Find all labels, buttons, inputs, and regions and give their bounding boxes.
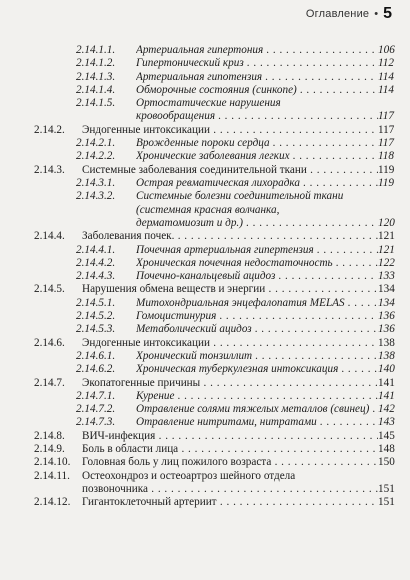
toc-entry — [0, 377, 410, 390]
toc-entry-title: Экопатогенные причины . . . — [82, 377, 378, 390]
page-number: 5 — [383, 5, 392, 22]
toc-entry-number: 2.14.1.3. — [76, 70, 116, 83]
toc-entry-title: Метаболический ацидоз . . . — [136, 323, 378, 336]
toc-entry — [0, 270, 410, 283]
toc-entry-title: Гипертонический криз . . . — [136, 57, 378, 70]
toc-entry-title: Системные болезни соединительной ткани — [136, 190, 344, 203]
toc-entry — [0, 323, 410, 336]
toc-entry-page: 114 — [378, 70, 394, 83]
toc-entry-number: 2.14.4.2. — [76, 256, 116, 269]
toc-entry-title: Боль в области лица . . . — [82, 443, 378, 456]
toc-entry-page: 136 — [378, 310, 395, 322]
toc-entry — [0, 350, 410, 363]
toc-entry-title: Обморочные состояния (синкопе) . . . — [136, 84, 378, 97]
toc-entry — [0, 390, 410, 403]
toc-entry-title: Остеохондроз и остеоартроз шейного отдела — [82, 469, 296, 482]
toc-entry — [0, 230, 410, 243]
toc-entry-number: 2.14.12. — [34, 496, 71, 509]
toc-entry-title: (системная красная волчанка, — [136, 203, 280, 216]
toc-entry — [0, 403, 410, 416]
toc-entry-number: 2.14.4. — [34, 230, 65, 243]
toc-entry-title: Курение . . . — [136, 390, 378, 403]
toc-entry-title: Отравление солями тяжелых металлов (свинец) . . . — [136, 403, 378, 416]
toc-entry-page: 121 — [378, 243, 395, 256]
toc-entry-title: Хроническая почечная недостаточность . . . — [136, 257, 378, 270]
toc-entry-title: Эндогенные интоксикации . . . — [82, 124, 378, 137]
toc-entry — [0, 44, 410, 57]
toc-entry-page: 134 — [378, 283, 395, 296]
toc-entry-number: 2.14.7.3. — [76, 416, 116, 429]
toc-entry-title: кровообращения . . . — [136, 110, 378, 123]
toc-entry-title: Хронические заболевания легких . . . — [136, 150, 378, 163]
header-separator: • — [374, 8, 379, 20]
toc-entry-page: 151 — [378, 496, 395, 509]
toc-entry-page: 117 — [378, 123, 395, 136]
toc-entry-page: 138 — [378, 336, 395, 349]
running-header — [306, 4, 392, 24]
toc-entry — [0, 137, 410, 150]
toc-entry-number: 2.14.7.2. — [76, 403, 116, 416]
toc-entry-number: 2.14.6.1. — [76, 349, 116, 362]
toc-entry-title: дерматомиозит и др.) . . . — [136, 217, 378, 230]
toc-entry-page: 140 — [378, 363, 395, 376]
toc-entry — [0, 297, 410, 310]
toc-entry-page: 142 — [378, 403, 395, 416]
toc-entry-title: Системные заболевания соединительной ткани . . . — [82, 164, 378, 177]
toc-entry-number: 2.14.4.3. — [76, 270, 116, 283]
toc-entry — [0, 257, 410, 270]
toc-entry-page: 121 — [378, 230, 395, 243]
toc-entry-page: 136 — [378, 323, 395, 336]
toc-entry-number: 2.14.2.2. — [76, 150, 116, 163]
running-title: Оглавление — [305, 8, 370, 20]
toc-entry-title: Врожденные пороки сердца . . . — [136, 137, 378, 150]
toc-entry-page: 119 — [378, 177, 394, 189]
toc-entry-number: 2.14.7. — [34, 376, 65, 389]
toc-entry-page: 114 — [378, 83, 394, 96]
toc-entry — [0, 283, 410, 296]
toc-entry-number: 2.14.3. — [34, 163, 65, 176]
toc-entry-number: 2.14.8. — [34, 429, 65, 442]
toc-entry-number: 2.14.3.2. — [76, 190, 116, 203]
toc-entry — [0, 363, 410, 376]
toc-entry-title: Заболевания почек. . . . — [82, 230, 378, 243]
toc-entry-title: позвоночника . . . — [82, 483, 378, 496]
toc-entry-number: 2.14.2. — [34, 123, 65, 136]
toc-entry-number: 2.14.1.2. — [76, 57, 116, 70]
toc-entry-title: Хронический тонзиллит . . . — [136, 350, 378, 363]
toc-entry-title: Хроническая туберкулезная интоксикация . . . — [136, 363, 378, 376]
toc-entry-number: 2.14.6.2. — [76, 363, 116, 376]
toc-entry — [0, 337, 410, 350]
toc-entry-title: Митохондриальная энцефалопатия MELAS . . . — [136, 297, 378, 310]
toc-entry-page: 150 — [378, 456, 395, 469]
toc-entry — [0, 310, 410, 323]
toc-entry-title: Головная боль у лиц пожилого возраста . . . — [82, 456, 378, 469]
toc-entry-page: 120 — [378, 216, 395, 229]
toc-entry-number: 2.14.3.1. — [76, 177, 116, 189]
toc-entry-page: 141 — [378, 376, 395, 389]
toc-entry — [0, 150, 410, 163]
toc-entry-title: Отравление нитритами, нитратами . . . — [136, 416, 378, 429]
toc-entry — [0, 57, 410, 70]
toc-entry-number: 2.14.5.3. — [76, 323, 116, 336]
toc-entry-number: 2.14.4.1. — [76, 243, 116, 256]
toc-entry-title: Артериальная гипотензия . . . — [136, 71, 378, 84]
toc-entry — [0, 443, 410, 456]
toc-entry — [0, 177, 410, 190]
toc-entry-page: 122 — [378, 256, 395, 269]
toc-entry-number: 2.14.10. — [34, 456, 71, 469]
toc-entry — [0, 456, 410, 469]
toc-entry-page: 118 — [378, 150, 394, 163]
toc-entry — [0, 97, 410, 124]
toc-entry-page: 119 — [378, 163, 395, 176]
toc-entry-number: 2.14.5.2. — [76, 310, 116, 322]
toc-entry-number: 2.14.7.1. — [76, 389, 116, 402]
toc-entry-number: 2.14.9. — [34, 443, 65, 455]
toc-entry-title: Острая ревматическая лихорадка . . . — [136, 177, 378, 190]
toc-entry-page: 141 — [378, 389, 395, 402]
toc-entry-page: 117 — [378, 110, 394, 123]
toc-entry-title: Артериальная гипертония . . . — [136, 44, 378, 57]
toc-entry — [0, 430, 410, 443]
toc-entry-number: 2.14.11. — [34, 469, 70, 482]
toc-entry-number: 2.14.1.1. — [76, 44, 116, 56]
toc-entry-title: Нарушения обмена веществ и энергии . . . — [82, 283, 378, 296]
toc-entry-title: Ортостатические нарушения — [136, 97, 281, 110]
toc-entry-title: Почечно-канальцевый ацидоз . . . — [136, 270, 378, 283]
toc-entry-page: 151 — [378, 482, 395, 495]
toc-entry — [0, 190, 410, 230]
toc-entry-title: Эндогенные интоксикации . . . — [82, 337, 378, 350]
toc-entry-number: 2.14.2.1. — [76, 137, 116, 150]
toc-entry-number: 2.14.1.5. — [76, 97, 116, 110]
toc-entry — [0, 244, 410, 257]
toc-entry-page: 134 — [378, 296, 395, 309]
toc-entry-title: Почечная артериальная гипертензия . . . — [136, 244, 378, 257]
toc-entry-page: 138 — [378, 349, 395, 362]
toc-entry-number: 2.14.5.1. — [76, 296, 116, 309]
toc-entry-number: 2.14.6. — [34, 336, 65, 349]
toc-entry-page: 148 — [378, 443, 395, 455]
toc-entry — [0, 124, 410, 137]
toc-entry — [0, 164, 410, 177]
toc-entry-number: 2.14.1.4. — [76, 83, 116, 96]
toc-entry-title: Гигантоклеточный артериит . . . — [82, 496, 378, 509]
toc-entry — [0, 416, 410, 429]
toc-entry-page: 143 — [378, 416, 395, 429]
toc-entry-page: 145 — [378, 429, 395, 442]
toc-entry-page: 117 — [378, 137, 394, 150]
toc-entry-page: 133 — [378, 270, 395, 283]
toc-entry-title: ВИЧ-инфекция . . . — [82, 430, 378, 443]
toc-entry — [0, 496, 410, 509]
toc-entry-title: Гомоцистинурия . . . — [136, 310, 378, 323]
toc-entry — [0, 71, 410, 84]
toc-entry-page: 112 — [378, 57, 394, 70]
toc-entry — [0, 84, 410, 97]
toc-entry — [0, 470, 410, 497]
toc-entry-page: 106 — [378, 44, 395, 56]
toc-entry-number: 2.14.5. — [34, 283, 65, 296]
